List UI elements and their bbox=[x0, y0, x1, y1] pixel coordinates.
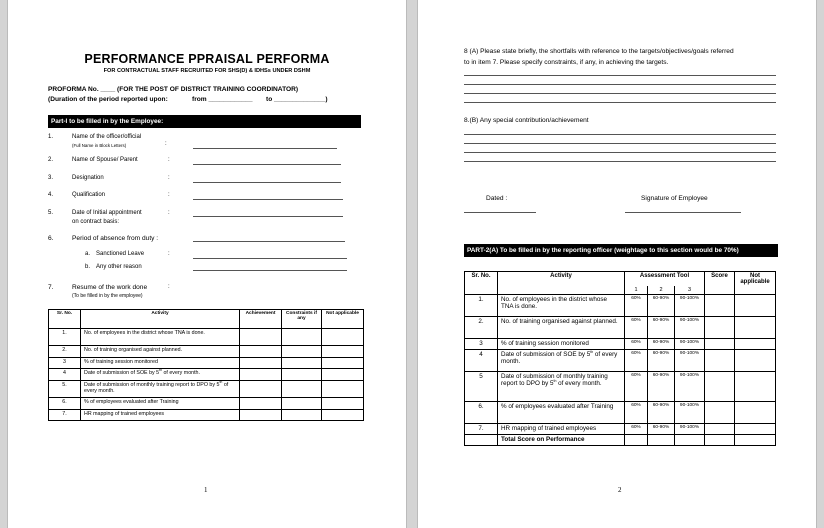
field-6-label: Period of absence from duty : bbox=[72, 235, 159, 242]
answer-line bbox=[464, 143, 776, 144]
question-8a-line-1: 8 (A) Please state briefly, the shortfalls with reference to the targets/objectives/goals referred bbox=[464, 48, 734, 55]
field-2-number: 2. bbox=[48, 157, 54, 163]
part2-header-bar: PART-2(A) To be filled in by the reporting officer (weightage to this section would be 70%) bbox=[464, 244, 778, 257]
dated-label: Dated : bbox=[486, 195, 508, 202]
field-5-blank-line bbox=[193, 216, 343, 217]
field-6-blank-line bbox=[193, 241, 345, 242]
document-page-2 bbox=[417, 0, 817, 528]
field-5-colon: : bbox=[168, 210, 170, 216]
column-header-not-applicable: Not applicable bbox=[735, 272, 776, 295]
work-done-table bbox=[48, 309, 364, 421]
table-row: 6. % of employees evaluated after Training 60% 60-90% 90-100% bbox=[465, 402, 776, 424]
table-row: 2. No. of training organised against planned. bbox=[49, 346, 364, 358]
table-row: 7. HR mapping of trained employees bbox=[49, 409, 364, 421]
field-6b-label: Any other reason bbox=[96, 264, 142, 270]
field-6b-number: b. bbox=[85, 264, 91, 270]
table-row: 3 % of training session monitored bbox=[49, 357, 364, 369]
duration-from: from ____________ bbox=[192, 96, 253, 103]
signature-line bbox=[625, 212, 741, 213]
column-header-not-applicable: Not applicable bbox=[322, 310, 364, 329]
document-page-1 bbox=[7, 0, 407, 528]
field-1-label: Name of the officer/official bbox=[72, 134, 142, 140]
table-row: 1. No. of employees in the district whose TNA is done. bbox=[49, 329, 364, 346]
field-5-sublabel: on contract basis: bbox=[72, 219, 120, 225]
field-6a-number: a. bbox=[85, 251, 91, 257]
total-row: Total Score on Performance bbox=[465, 435, 776, 446]
field-6-number: 6. bbox=[48, 235, 54, 242]
field-4-blank-line bbox=[193, 199, 343, 200]
field-1-number: 1. bbox=[48, 134, 54, 140]
part1-header-bar: Part-I to be filled in by the Employee: bbox=[48, 115, 361, 128]
field-7-number: 7. bbox=[48, 284, 54, 291]
field-2-colon: : bbox=[168, 157, 170, 163]
duration-to: to ______________) bbox=[266, 96, 328, 103]
field-1-colon: : bbox=[165, 141, 167, 147]
page-number: 1 bbox=[204, 486, 208, 494]
answer-line bbox=[464, 134, 776, 135]
answer-line bbox=[464, 152, 776, 153]
answer-line bbox=[464, 93, 776, 94]
column-header-activity: Activity bbox=[81, 310, 240, 329]
column-header-assessment-tool: Assessment Tool bbox=[625, 272, 705, 286]
table-row: 5. Date of submission of monthly training report to DPO by 5th of every month. bbox=[49, 381, 364, 398]
field-5-number: 5. bbox=[48, 210, 54, 216]
question-8b: 8.(B) Any special contribution/achievement bbox=[464, 117, 589, 124]
tool-column-2: 2 bbox=[648, 286, 675, 295]
tool-column-1: 1 bbox=[625, 286, 648, 295]
field-2-blank-line bbox=[193, 164, 341, 165]
field-2-label: Name of Spouse/ Parent bbox=[72, 157, 138, 163]
dated-line bbox=[464, 212, 536, 213]
tool-column-3: 3 bbox=[675, 286, 705, 295]
field-6b-blank-line bbox=[193, 270, 347, 271]
field-4-number: 4. bbox=[48, 192, 54, 198]
column-header-sr-no: Sr. No. bbox=[465, 272, 498, 295]
field-7-colon: : bbox=[168, 284, 170, 290]
table-row: 6. % of employees evaluated after Training bbox=[49, 398, 364, 410]
duration-label: (Duration of the period reported upon: bbox=[48, 96, 168, 103]
page-subtitle: FOR CONTRACTUAL STAFF RECRUITED FOR SHS(D) & IDHSs UNDER DSHM bbox=[103, 68, 311, 74]
answer-line bbox=[464, 161, 776, 162]
field-1-sublabel: (Full Name in Block Letters) bbox=[72, 143, 127, 148]
field-4-label: Qualification bbox=[72, 192, 106, 198]
field-3-blank-line bbox=[193, 182, 341, 183]
table-row: 2. No. of training organised against planned. 60% 60-90% 90-100% bbox=[465, 317, 776, 339]
column-header-score: Score bbox=[705, 272, 735, 295]
signature-label: Signature of Employee bbox=[641, 195, 708, 202]
field-6a-label: Sanctioned Leave bbox=[96, 251, 145, 257]
table-row: 3 % of training session monitored 60% 60-90% 90-100% bbox=[465, 339, 776, 350]
field-5-label: Date of Initial appointment bbox=[72, 210, 142, 216]
table-row: 1. No. of employees in the district whose TNA is done. 60% 60-90% 90-100% bbox=[465, 295, 776, 317]
answer-line bbox=[464, 84, 776, 85]
field-3-colon: : bbox=[168, 175, 170, 181]
field-6a-blank-line bbox=[193, 258, 347, 259]
field-7-sublabel: (To be filled in by the employee) bbox=[72, 293, 143, 299]
assessment-table bbox=[464, 271, 776, 446]
table-row: 4 Date of submission of SOE by 5th of every month. 60% 60-90% 90-100% bbox=[465, 350, 776, 372]
column-header-constraints: Constraints if any bbox=[282, 310, 322, 329]
field-4-colon: : bbox=[168, 192, 170, 198]
field-7-label: Resume of the work done bbox=[72, 284, 148, 291]
column-header-achievement: Achievement bbox=[240, 310, 282, 329]
field-6a-colon: : bbox=[168, 251, 170, 257]
field-3-label: Designation bbox=[72, 175, 104, 181]
answer-line bbox=[464, 102, 776, 103]
page-title: PERFORMANCE PPRAISAL PERFORMA bbox=[84, 52, 330, 66]
answer-line bbox=[464, 75, 776, 76]
column-header-activity: Activity bbox=[498, 272, 625, 295]
table-row: 7. HR mapping of trained employees 60% 60-90% 90-100% bbox=[465, 424, 776, 435]
proforma-line: PROFORMA No. ____ (FOR THE POST OF DISTRICT TRAINING COORDINATOR) bbox=[48, 86, 299, 93]
column-header-sr-no: Sr. No. bbox=[49, 310, 81, 329]
page-number: 2 bbox=[618, 486, 622, 494]
table-row: 5 Date of submission of monthly training report to DPO by 5th of every month. 60% 60-90% 90-100% bbox=[465, 372, 776, 402]
question-8a-line-2: to in item 7. Please specify constraints, if any, in achieving the targets. bbox=[464, 59, 669, 66]
table-row: 4 Date of submission of SOE by 5th of every month. bbox=[49, 369, 364, 381]
field-1-blank-line bbox=[193, 148, 337, 149]
field-3-number: 3. bbox=[48, 175, 54, 181]
